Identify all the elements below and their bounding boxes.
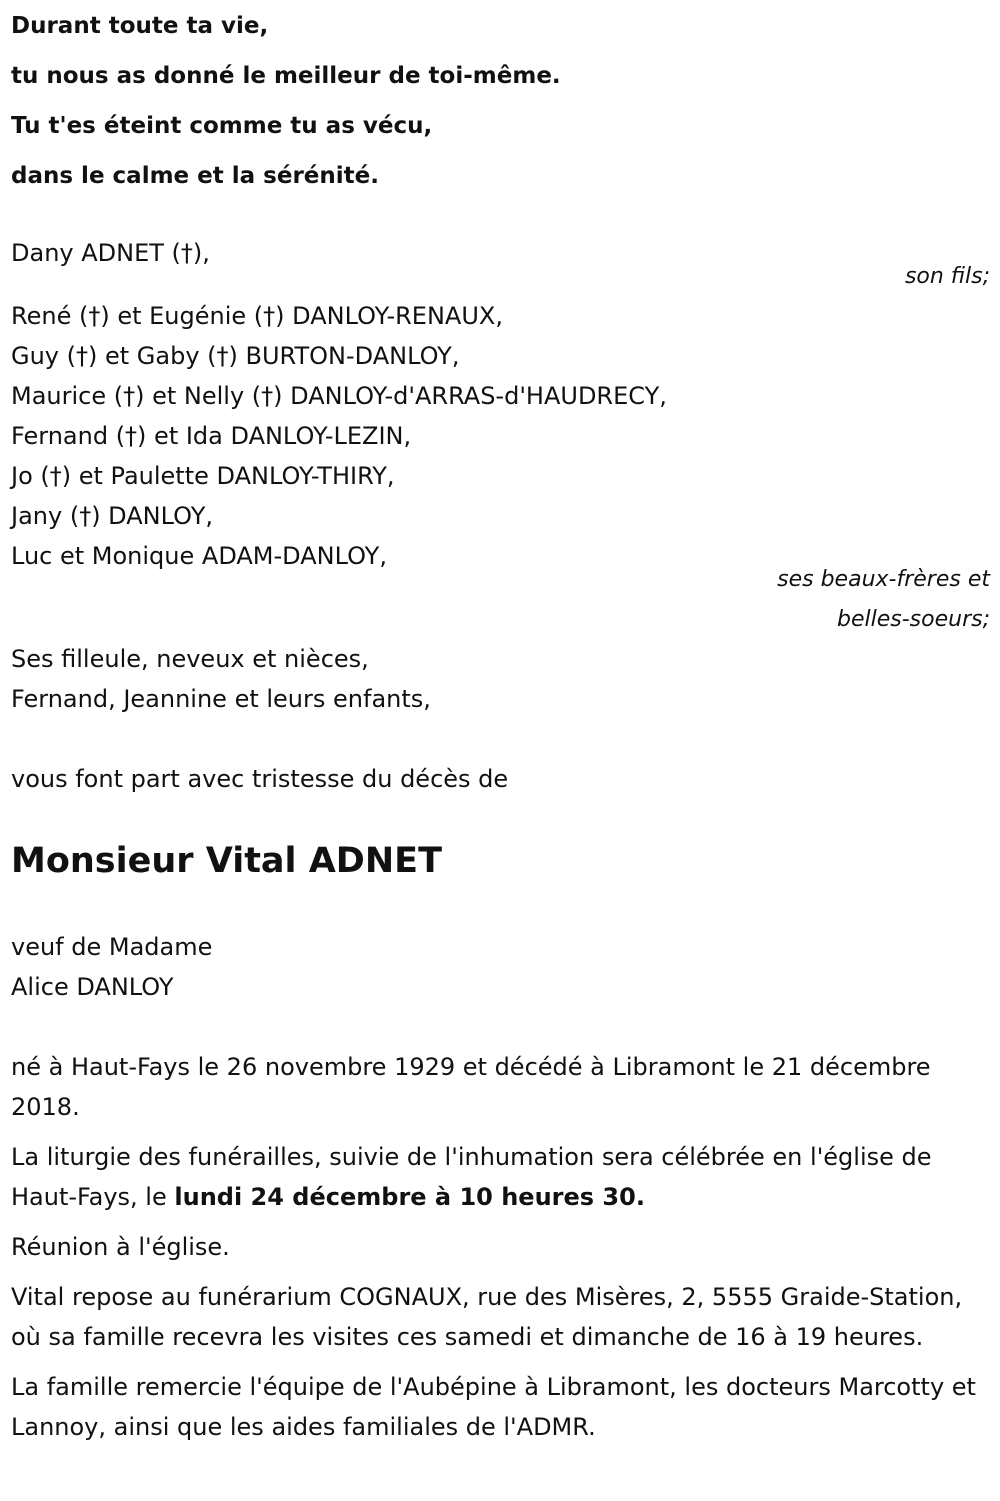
widower-line-1: veuf de Madame (11, 933, 213, 961)
thanks-text: La famille remercie l'équipe de l'Aubépine à Libramont, les docteurs Marcotty et Lannoy, ainsi que les aides familiales de l'ADMR. (11, 1373, 976, 1441)
poem-line-2: tu nous as donné le meilleur de toi-même. (11, 63, 561, 89)
in-law-3: Maurice (†) et Nelly (†) DANLOY-d'ARRAS-d'HAUDRECY, (11, 382, 667, 410)
announcement: vous font part avec tristesse du décès de (11, 765, 509, 793)
son-role-wrap (11, 257, 990, 297)
deceased-section (11, 836, 990, 886)
widower-section (11, 927, 990, 1007)
in-laws-section (11, 296, 990, 576)
details-section (11, 1047, 990, 1447)
funeral-home-text: Vital repose au funérarium COGNAUX, rue des Misères, 2, 5555 Graide-Station, où sa famille recevra les visites ces samedi et dimanche de 16 à 19 heures. (11, 1283, 963, 1351)
poem-line-4: dans le calme et la sérénité. (11, 163, 379, 189)
poem-line-3: Tu t'es éteint comme tu as vécu, (11, 113, 433, 139)
poem (11, 1, 561, 201)
poem-line-1: Durant toute ta vie, (11, 13, 269, 39)
liturgy-date: lundi 24 décembre à 10 heures 30. (174, 1183, 645, 1211)
others-section (11, 639, 990, 719)
in-laws-role-wrap (11, 560, 990, 640)
in-law-5: Jo (†) et Paulette DANLOY-THIRY, (11, 462, 395, 490)
in-law-2: Guy (†) et Gaby (†) BURTON-DANLOY, (11, 342, 460, 370)
meeting-text: Réunion à l'église. (11, 1233, 230, 1261)
birth-death-text: né à Haut-Fays le 26 novembre 1929 et décédé à Libramont le 21 décembre 2018. (11, 1053, 931, 1121)
others-line-2: Fernand, Jeannine et leurs enfants, (11, 685, 431, 713)
in-law-1: René (†) et Eugénie (†) DANLOY-RENAUX, (11, 302, 503, 330)
son-role: son fils; (904, 264, 990, 289)
in-laws-role-line-1: ses beaux-frères et (777, 567, 990, 592)
widower-line-2: Alice DANLOY (11, 973, 174, 1001)
liturgy-plain: La liturgie des funérailles, suivie de l'inhumation sera célébrée en l'église de Haut-Fays, le (11, 1143, 932, 1211)
deceased-name: Monsieur Vital ADNET (11, 841, 442, 881)
in-law-7: Luc et Monique ADAM-DANLOY, (11, 542, 387, 570)
liturgy-text (11, 1137, 976, 1217)
in-law-4: Fernand (†) et Ida DANLOY-LEZIN, (11, 422, 412, 450)
in-law-6: Jany (†) DANLOY, (11, 502, 213, 530)
son-name: Dany ADNET (†), (11, 239, 210, 267)
in-laws-role-line-2: belles-soeurs; (837, 607, 990, 632)
others-line-1: Ses filleule, neveux et nièces, (11, 645, 369, 673)
announcement-section (11, 759, 990, 799)
